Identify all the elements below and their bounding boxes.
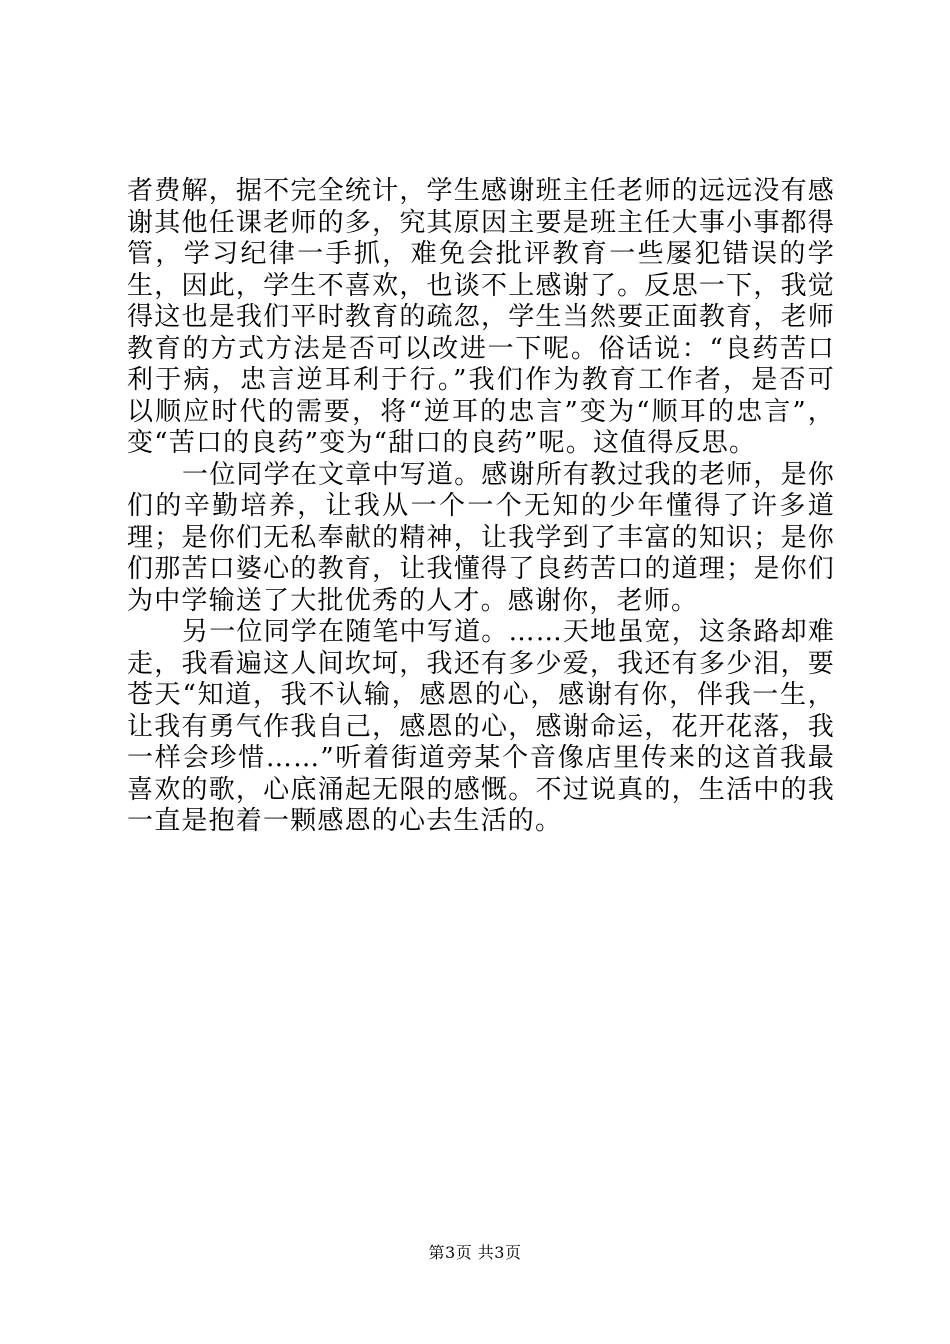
- page-number-label: 第3页 共3页: [428, 1243, 522, 1262]
- body-text: [127, 176, 835, 838]
- paragraph-2: 一位同学在文章中写道。感谢所有教过我的老师，是你们的辛勤培养，让我从一个一个无知的少年懂得了许多道理；是你们无私奉献的精神，让我学到了丰富的知识；是你们那苦口婆心的教育，让我懂得了良药苦口的道理；是你们为中学输送了大批优秀的人才。感谢你，老师。: [127, 459, 835, 616]
- paragraph-1: 者费解，据不完全统计，学生感谢班主任老师的远远没有感谢其他任课老师的多，究其原因主要是班主任大事小事都得管，学习纪律一手抓，难免会批评教育一些屡犯错误的学生，因此，学生不喜欢，也谈不上感谢了。反思一下，我觉得这也是我们平时教育的疏忽，学生当然要正面教育，老师教育的方式方法是否可以改进一下呢。俗话说：“良药苦口利于病，忠言逆耳利于行。”我们作为教育工作者，是否可以顺应时代的需要，将“逆耳的忠言”变为“顺耳的忠言”，变“苦口的良药”变为“甜口的良药”呢。这值得反思。: [127, 176, 835, 458]
- paragraph-3: 另一位同学在随笔中写道。……天地虽宽，这条路却难走，我看遍这人间坎坷，我还有多少爱，我还有多少泪，要苍天“知道，我不认输，感恩的心，感谢有你，伴我一生，让我有勇气作我自己，感恩的心，感谢命运，花开花落，我一样会珍惜……”听着街道旁某个音像店里传来的这首我最喜欢的歌，心底涌起无限的感慨。不过说真的，生活中的我一直是抱着一颗感恩的心去生活的。: [127, 617, 835, 836]
- page-footer: [0, 1243, 950, 1263]
